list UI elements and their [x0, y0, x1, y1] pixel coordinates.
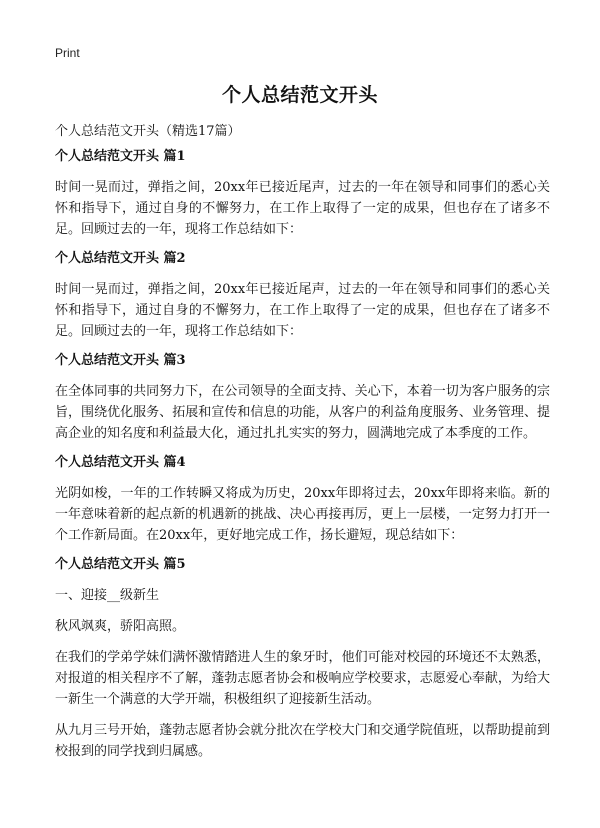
section-1: [55, 148, 550, 240]
paragraph: 在全体同事的共同努力下，在公司领导的全面支持、关心下，本着一切为客户服务的宗旨，围绕优化服务、拓展和宣传和信息的功能，从客户的利益角度服务、业务管理、提高企业的知名度和利益最大化，通过扎扎实实的努力，圆满地完成了本季度的工作。: [55, 384, 550, 441]
paragraph: 在我们的学弟学妹们满怀激情踏进人生的象牙时，他们可能对校园的环境还不太熟悉，对报道的相关程序不了解，蓬勃志愿者协会和极响应学校要求，志愿爱心奉献，为给大一新生一个满意的大学开端，积极组织了迎接新生活动。: [55, 650, 550, 707]
paragraph: 时间一晃而过，弹指之间，20xx年已接近尾声，过去的一年在领导和同事们的悉心关怀和指导下，通过自身的不懈努力，在工作上取得了一定的成果，但也存在了诸多不足。回顾过去的一年，现将工作总结如下：: [55, 282, 550, 339]
section-heading: 个人总结范文开头 篇2: [55, 251, 186, 266]
section-3: [55, 352, 550, 444]
paragraph: 光阴如梭，一年的工作转瞬又将成为历史，20xx年即将过去，20xx年即将来临。新的一年意味着新的起点新的机遇新的挑战、决心再接再厉，更上一层楼，一定努力打开一个工作新局面。在20xx年，更好地完成工作，扬长避短，现总结如下：: [55, 486, 550, 543]
document-title: 个人总结范文开头: [221, 84, 378, 106]
paragraph: 时间一晃而过，弹指之间，20xx年已接近尾声，过去的一年在领导和同事们的悉心关怀和指导下，通过自身的不懈努力，在工作上取得了一定的成果，但也存在了诸多不足。回顾过去的一年，现将工作总结如下：: [55, 180, 550, 237]
section-4: [55, 454, 550, 546]
section-heading: 个人总结范文开头 篇3: [55, 353, 186, 368]
print-label: Print: [55, 46, 80, 60]
paragraph: 秋风飒爽，骄阳高照。: [55, 619, 186, 634]
section-2: [55, 250, 550, 342]
paragraph: 一、迎接__级新生: [55, 588, 160, 603]
paragraph: 从九月三号开始，蓬勃志愿者协会就分批次在学校大门和交通学院值班，以帮助提前到校报到的同学找到归属感。: [55, 723, 550, 759]
document-subtitle: 个人总结范文开头（精选17篇）: [55, 124, 241, 139]
section-heading: 个人总结范文开头 篇5: [55, 557, 186, 572]
document-body: [55, 148, 550, 772]
section-heading: 个人总结范文开头 篇4: [55, 455, 186, 470]
section-5: [55, 556, 550, 762]
section-heading: 个人总结范文开头 篇1: [55, 149, 186, 164]
